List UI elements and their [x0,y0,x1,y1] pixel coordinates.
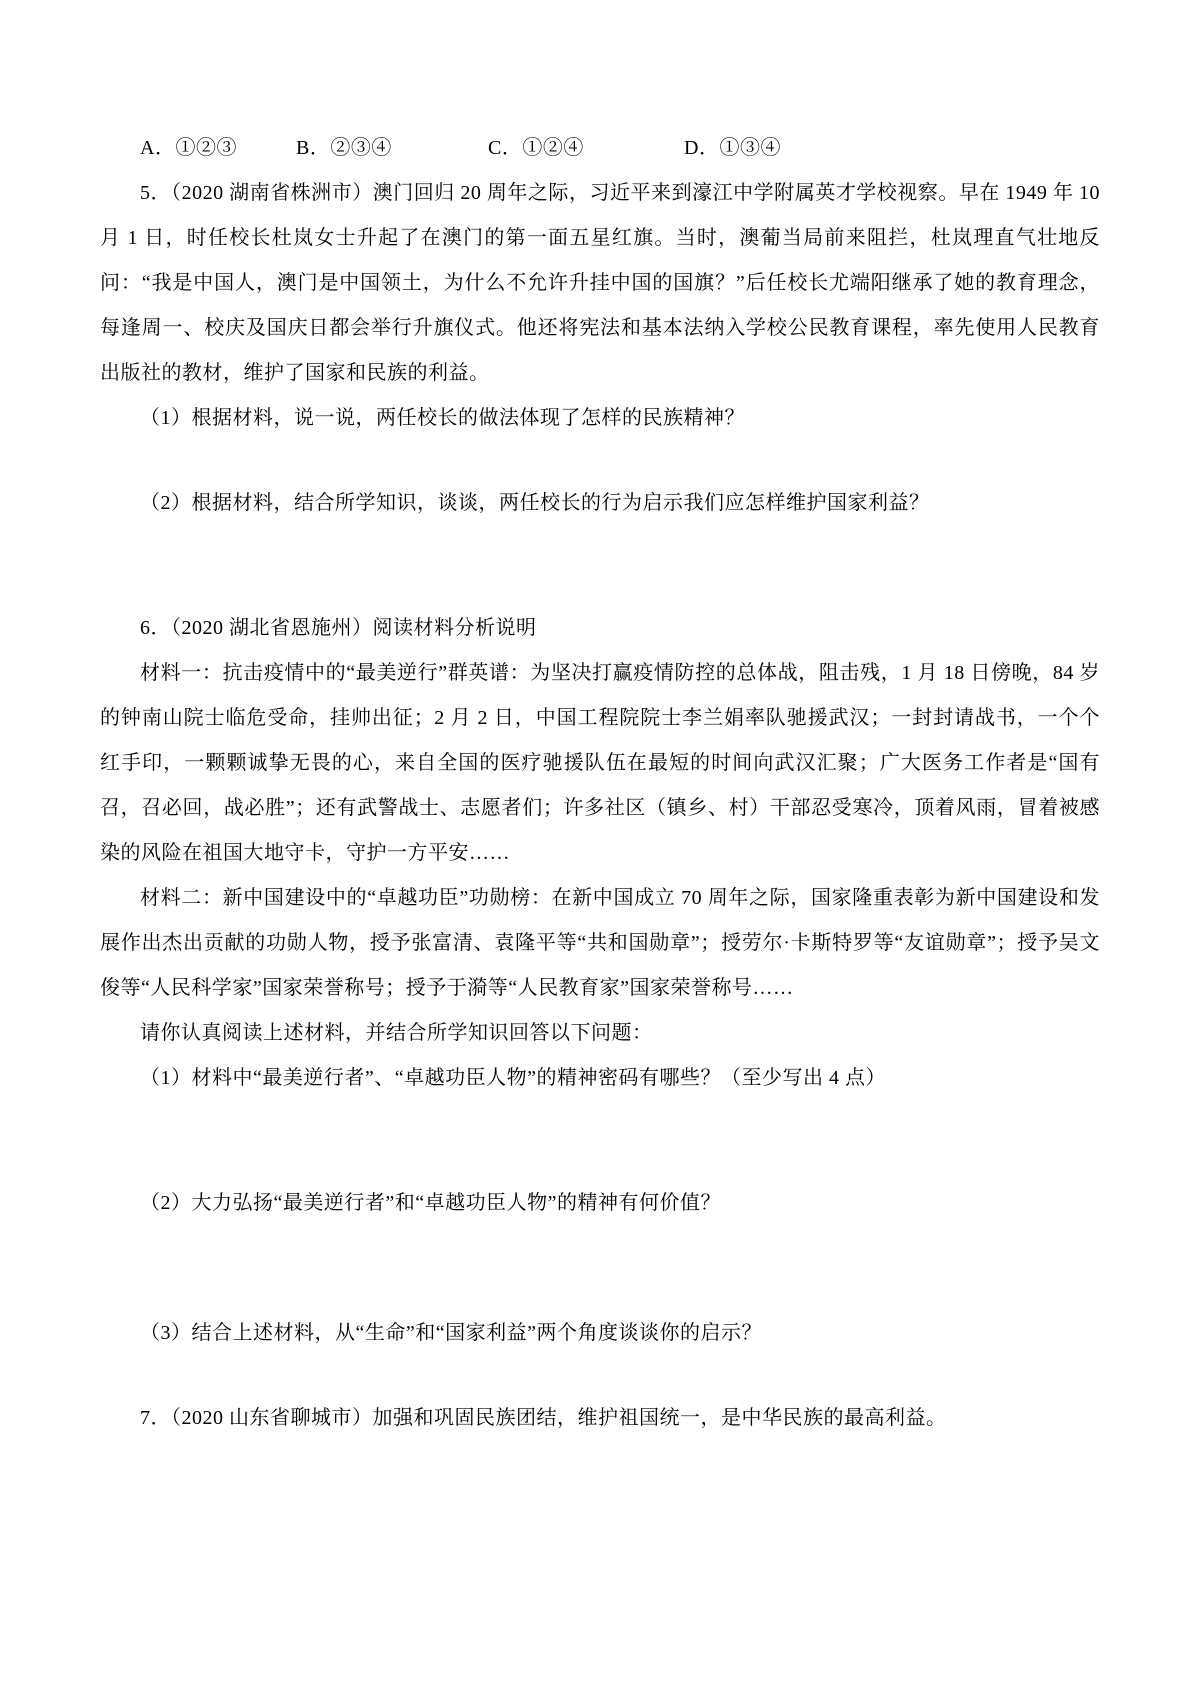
option-b: B．②③④ [296,137,392,159]
question-6-material-1: 材料一：抗击疫情中的“最美逆行”群英谱：为坚决打赢疫情防控的总体战，阻击残，1 月 18 日傍晚，84 岁的钟南山院士临危受命，挂帅出征；2 月 2 日，中国工程院院士李兰娟率队驰援武汉；一封封请战书，一个个红手印，一颗颗诚挚无畏的心，来自全国的医疗驰援队伍在最短的时间向武汉汇聚；广大医务工作者是“国有召，召必回，战必胜”；还有武警战士、志愿者们；许多社区（镇乡、村）干部忍受寒冷，顶着风雨，冒着被感染的风险在祖国大地守卡，守护一方平安…… [100,662,1100,864]
question-5-sub-1: （1）根据材料，说一说，两任校长的做法体现了怎样的民族精神？ [140,407,745,429]
question-5-body: 5．（2020 湖南省株洲市）澳门回归 20 周年之际，习近平来到濠江中学附属英才学校视察。早在 1949 年 10 月 1 日，时任校长杜岚女士升起了在澳门的第一面五星红旗。当时，澳葡当局前来阻拦，杜岚理直气壮地反问：“我是中国人，澳门是中国领土，为什么不允许升挂中国的国旗？”后任校长尤端阳继承了她的教育理念，每逢周一、校庆及国庆日都会举行升旗仪式。他还将宪法和基本法纳入学校公民教育课程，率先使用人民教育出版社的教材，维护了国家和民族的利益。 [100,182,1100,384]
option-a: A．①②③ [140,137,237,159]
question-6-instruction: 请你认真阅读上述材料，并结合所学知识回答以下问题： [140,1022,653,1044]
question-6-sub-1: （1）材料中“最美逆行者”、“卓越功臣人物”的精神密码有哪些？（至少写出 4 点） [140,1067,887,1089]
question-6-sub-2: （2）大力弘扬“最美逆行者”和“卓越功臣人物”的精神有何价值？ [140,1192,722,1214]
option-d: D．①③④ [684,137,781,159]
option-c: C．①②④ [488,137,584,159]
question-5-sub-2: （2）根据材料，结合所学知识，谈谈，两任校长的行为启示我们应怎样维护国家利益？ [140,492,930,514]
answer-options-row [100,126,1100,171]
question-6-head: 6．（2020 湖北省恩施州）阅读材料分析说明 [140,617,537,639]
question-6-material-2: 材料二：新中国建设中的“卓越功臣”功勋榜：在新中国成立 70 周年之际，国家隆重表彰为新中国建设和发展作出杰出贡献的功勋人物，授予张富清、袁隆平等“共和国勋章”；授劳尔·卡斯特罗等“友谊勋章”；授予吴文俊等“人民科学家”国家荣誉称号；授予于漪等“人民教育家”国家荣誉称号…… [100,887,1100,999]
question-6-sub-3: （3）结合上述材料，从“生命”和“国家利益”两个角度谈谈你的启示？ [140,1322,763,1344]
question-7-body: 7．（2020 山东省聊城市）加强和巩固民族团结，维护祖国统一，是中华民族的最高利益。 [140,1407,947,1429]
